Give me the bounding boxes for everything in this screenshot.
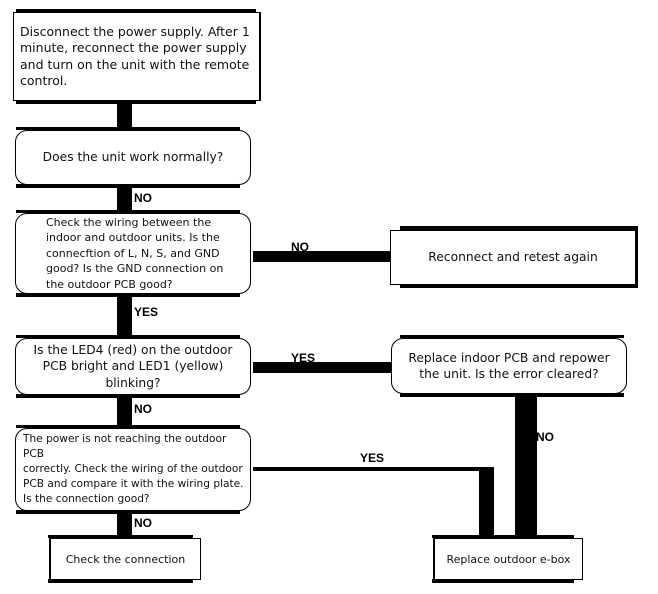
replace-indoor-pcb-line-1: Replace indoor PCB and repower [408, 350, 610, 365]
edge-label-no-wiring: NO [291, 240, 309, 254]
start-text-line-2: minute, reconnect the power supply [20, 40, 247, 55]
connector-start-to-q-work [117, 102, 132, 129]
edge-label-no-led: NO [134, 402, 152, 416]
start-text-line-4: control. [20, 73, 68, 88]
connector-q-power-to-check-conn [117, 510, 132, 537]
check-wiring-line-5: the outdoor PCB good? [46, 277, 173, 291]
decision-replace-indoor-pcb [391, 338, 627, 394]
replace-indoor-pcb-line-2: the unit. Is the error cleared? [419, 367, 599, 381]
led-status-line-1: Is the LED4 (red) on the outdoor [33, 342, 233, 357]
connector-q-wiring-to-reconnect [253, 251, 392, 262]
edge-label-no-indoor-pcb: NO [536, 430, 554, 444]
power-not-reaching-line-4: Is the connection good? [23, 493, 150, 505]
decision-power-not-reaching [15, 428, 251, 511]
check-connection-text: Check the connection [65, 552, 186, 566]
action-reconnect-retest [390, 230, 638, 285]
edge-label-yes-power: YES [360, 451, 385, 465]
connector-q-led-to-q-indoor-pcb [253, 362, 393, 373]
connector-q-indoor-to-ebox [515, 396, 537, 537]
power-not-reaching-line-2: correctly. Check the wiring of the outdoor [23, 463, 243, 475]
connector-q-power-to-ebox-horizontal [253, 467, 494, 471]
connector-q-led-to-q-power [117, 396, 132, 426]
power-not-reaching-line-3: PCB and compare it with the wiring plate. [23, 478, 244, 490]
edge-label-yes-wiring: YES [134, 305, 159, 319]
decision-led-status [15, 338, 251, 395]
connector-q-work-to-q-wiring [117, 186, 132, 213]
check-wiring-line-2: indoor and outdoor units. Is the [46, 231, 220, 245]
start-text-line-1: Disconnect the power supply. After 1 [20, 23, 250, 39]
led-status-line-2: PCB bright and LED1 (yellow) [42, 359, 224, 374]
start-text-line-3: and turn on the unit with the remote [20, 56, 250, 72]
reconnect-retest-text: Reconnect and retest again [428, 250, 598, 264]
edge-label-no-power: NO [134, 516, 152, 530]
action-replace-outdoor-ebox [433, 538, 583, 580]
led-status-line-3: blinking? [105, 375, 161, 390]
edge-label-no-work: NO [134, 191, 152, 205]
replace-outdoor-ebox-text: Replace outdoor e-box [446, 552, 571, 566]
power-not-reaching-line-1: The power is not reaching the outdoor PCB [23, 433, 227, 460]
check-wiring-line-4: good? Is the GND connection on [46, 262, 224, 276]
decision-unit-works-normally [15, 130, 251, 185]
start-box [13, 12, 261, 101]
decision-check-wiring [15, 213, 251, 294]
edge-label-yes-led: YES [291, 351, 316, 365]
action-check-connection [49, 538, 201, 580]
connector-q-wiring-to-q-led [117, 295, 132, 339]
connector-q-power-to-ebox-vertical [479, 467, 494, 537]
check-wiring-line-1: Check the wiring between the [46, 215, 212, 229]
check-wiring-line-3: connecftion of L, N, S, and GND [46, 246, 220, 260]
decision-unit-works-normally-text: Does the unit work normally? [42, 150, 224, 164]
